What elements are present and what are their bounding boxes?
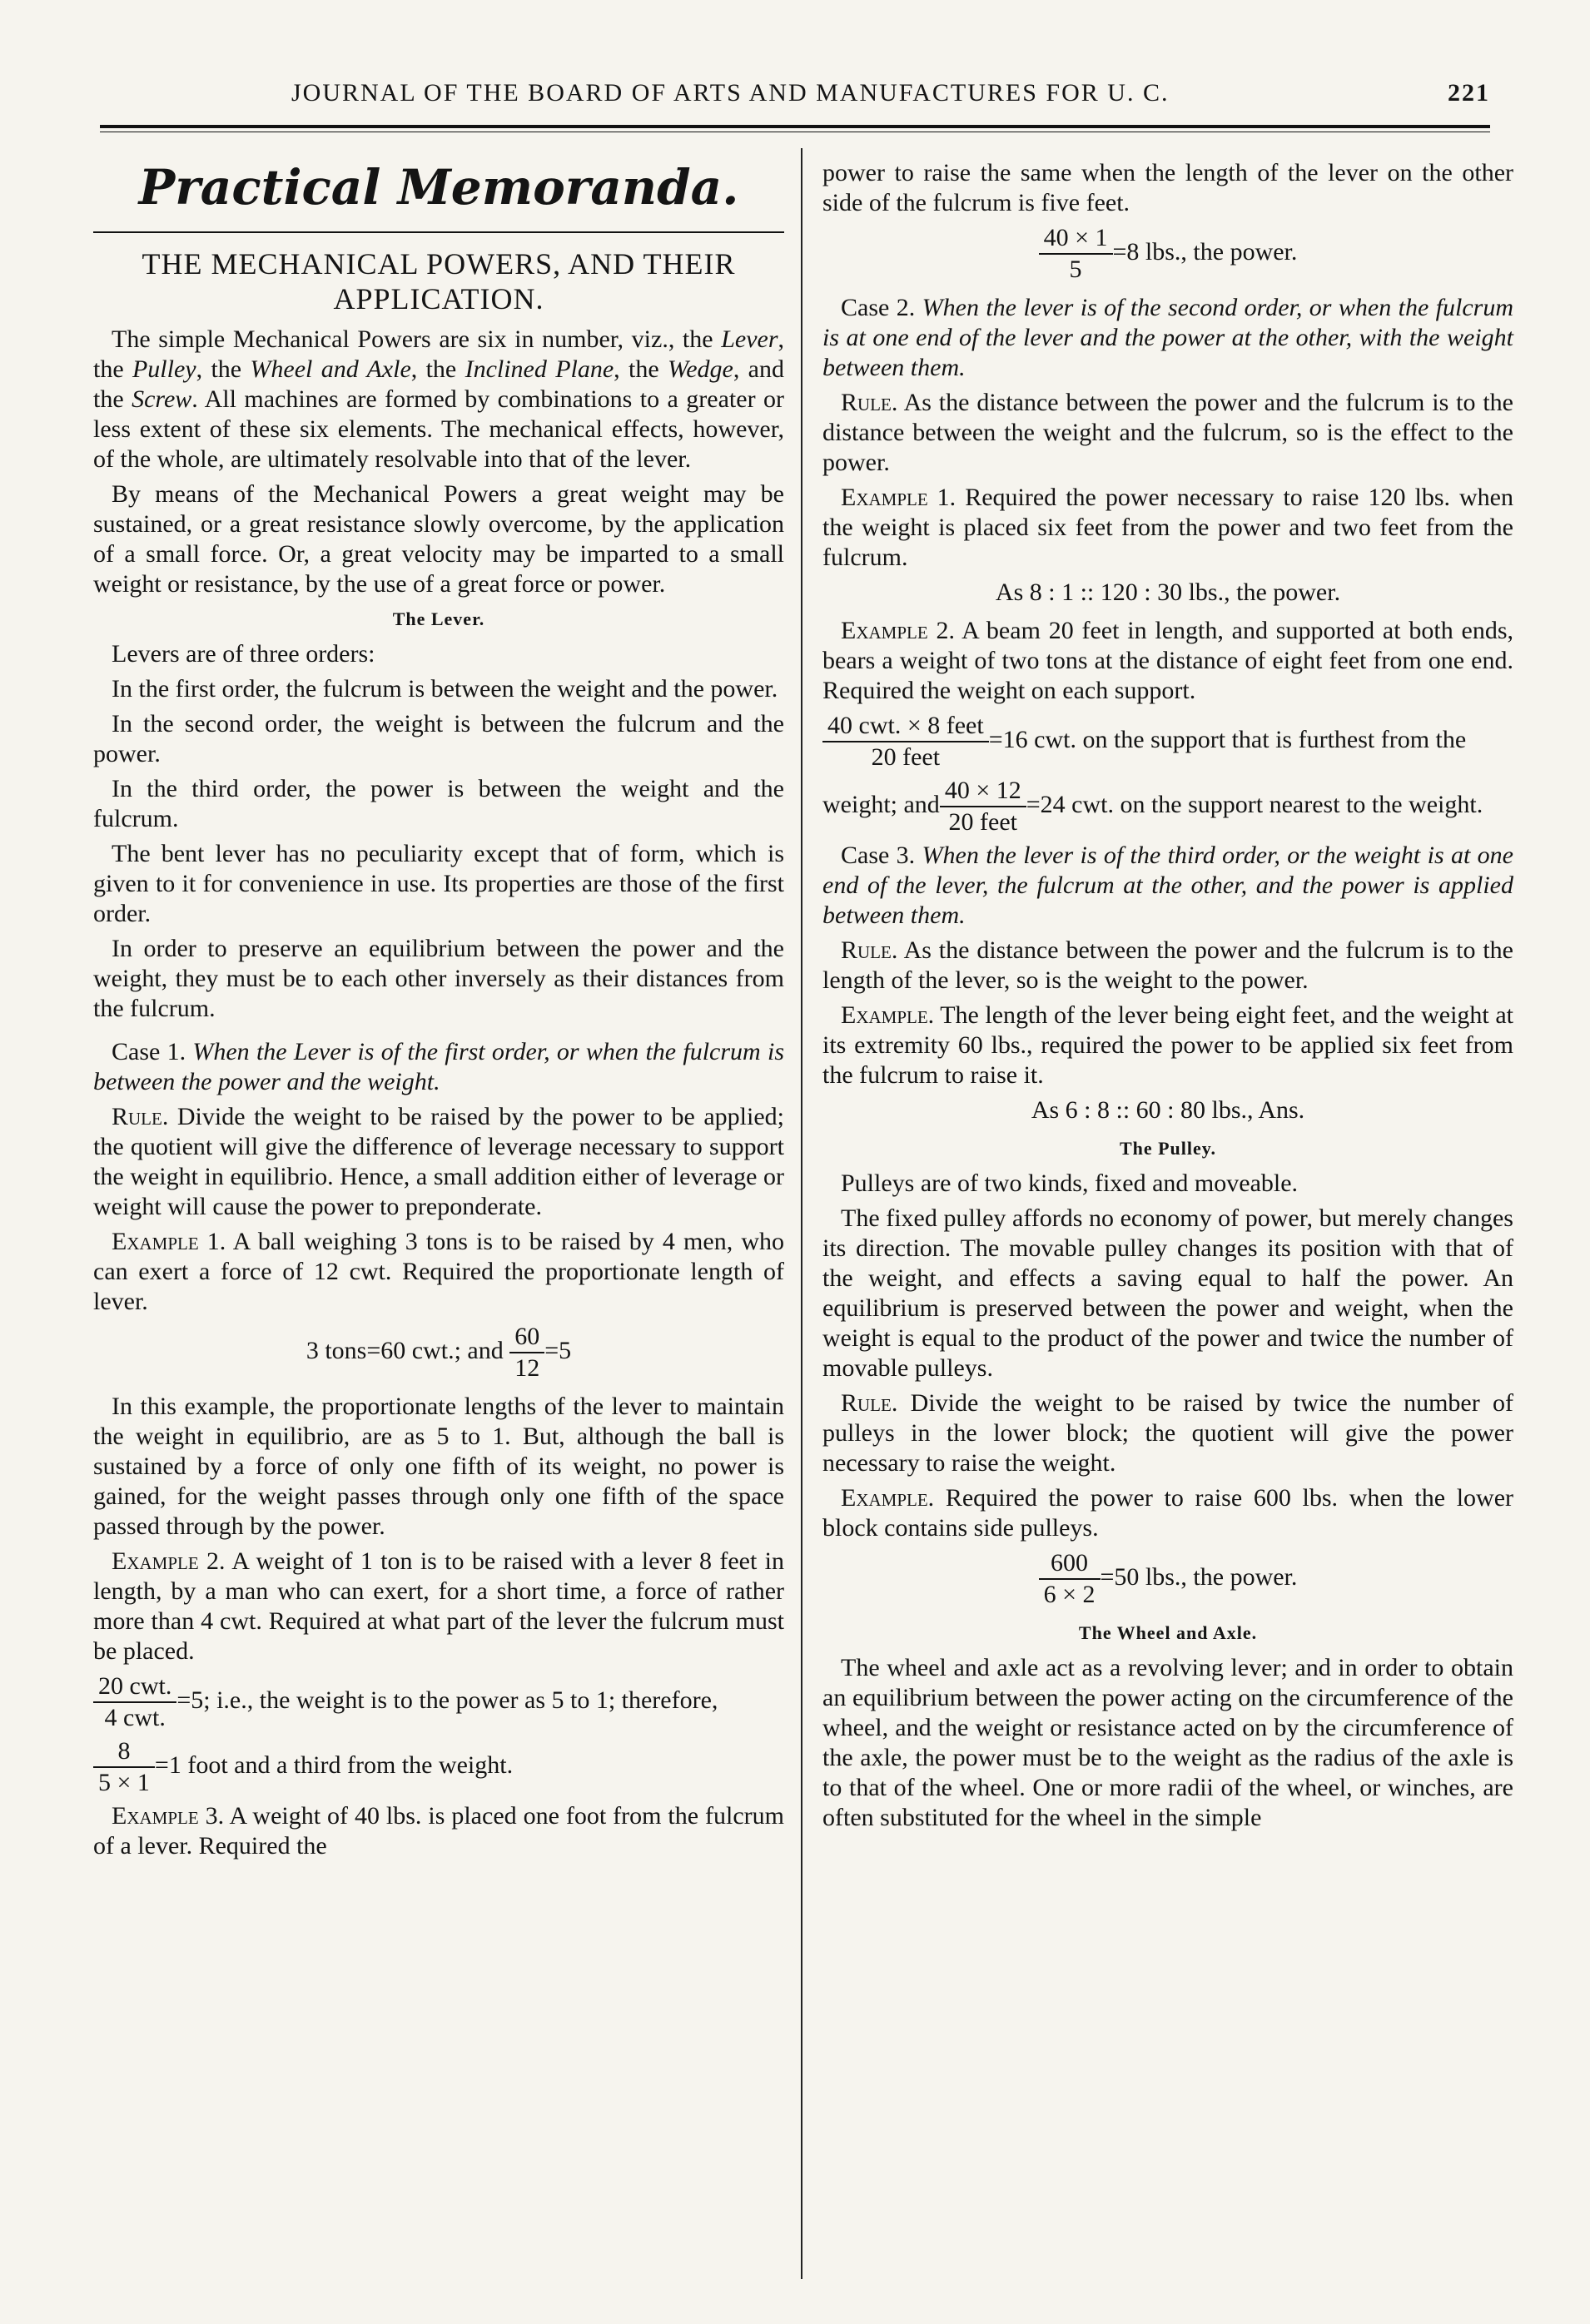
article-title: THE MECHANICAL POWERS, AND THEIR APPLICATION. (142, 247, 736, 315)
paragraph-intro: The simple Mechanical Powers are six in number, viz., the Lever, the Pulley, the Wheel and Axle, the Inclined Plane, the Wedge, and the Screw. All machines are formed by combinations to a greater or less extent of these six elements. The mechanical effects, however, of the whole, are ultimately resolvable into that of the lever. (93, 325, 784, 473)
paragraph-pulley: The fixed pulley affords no economy of power, but merely changes its direction. The movable pulley changes its position with that of the weight, and effects a saving equal to half the power. An equilibrium is preserved between the power and weight, when the weight is equal to the product of the power and twice the number of movable pulleys. (822, 1204, 1513, 1382)
example-3: Example 3. A weight of 40 lbs. is placed one foot from the fulcrum of a lever. Required the (93, 1802, 784, 1860)
formula-beam-a: $\frac{\text{40 cwt. × 8 feet}}{\text{20 feet}}$ =16 cwt. on the support that is furthest from the (822, 711, 1513, 772)
formula-beam-b: weight; and $\frac{40 \times 12}{\text{20 feet}}$ =24 cwt. on the support nearest to the weight. (822, 777, 1483, 836)
paragraph-equilibrium: In order to preserve an equilibrium between the power and the weight, they must be to each other inversely as their distances from the fulcrum. (93, 935, 784, 1022)
case-2: Case 2. When the lever is of the second order, or when the fulcrum is at one end of the lever and the power at the other, with the weight between them. (822, 294, 1513, 381)
paragraph-orders: Levers are of three orders: (112, 640, 375, 668)
journal-title: JOURNAL OF THE BOARD OF ARTS AND MANUFACTURES FOR U. C. (291, 79, 1170, 107)
paragraph-continued: power to raise the same when the length of the lever on the other side of the fulcrum is five feet. (822, 159, 1513, 216)
paragraph-second-order: In the second order, the weight is between the fulcrum and the power. (93, 710, 784, 767)
case-3: Case 3. When the lever is of the third order, or the weight is at one end of the lever, the fulcrum at the other, and the power is applied between them. (822, 842, 1513, 929)
paragraph-third-order: In the third order, the power is between the weight and the fulcrum. (93, 775, 784, 832)
paragraph-pulley-kinds: Pulleys are of two kinds, fixed and moveable. (841, 1169, 1299, 1197)
rule-1: Rule. Divide the weight to be raised by the power to be applied; the quotient will give the difference of leverage necessary to support the weight in equilibrio. Hence, a small addition either of leverage or weight will cause the power to preponderate. (93, 1103, 785, 1220)
subhead-pulley: The Pulley. (1119, 1138, 1217, 1159)
formula-power: $\frac{40 \times 1}{5}$ =8 lbs., the power. (822, 223, 1513, 285)
formula-pulley: $\frac{600}{6 \times 2}$ =50 lbs., the power. (822, 1548, 1513, 1610)
example-2-1: Example 1. Required the power necessary to raise 120 lbs. when the weight is placed six feet from the power and two feet from the fulcrum. (822, 484, 1514, 571)
running-head (100, 79, 1490, 121)
column-separator (801, 148, 802, 2279)
rule-2: Rule. As the distance between the power and the fulcrum is to the distance between the weight and the fulcrum, so is the effect to the power. (822, 389, 1513, 476)
formula-ex2-b: $\frac{8}{5 \times 1}$ =1 foot and a third from the weight. (93, 1736, 784, 1798)
example-2: Example 2. A weight of 1 ton is to be raised with a lever 8 feet in length, by a man who can exert, for a short time, a force of rather more than 4 cwt. Required at what part of the lever the fulcrum must be placed. (93, 1547, 784, 1665)
example-2-2: Example 2. A beam 20 feet in length, and supported at both ends, bears a weight of two tons at the distance of eight feet from one end. Required the weight on each support. (822, 617, 1513, 704)
paragraph-wheel-axle: The wheel and axle act as a revolving lever; and in order to obtain an equilibrium between the power acting on the circumference of the wheel, and the weight or resistance acted on by the circumference of the axle, the power must be to the weight as the radius of the axle is to that of the wheel. One or more radii of the wheel, or winches, are often substituted for the wheel in the simple (822, 1654, 1513, 1831)
subhead-wheel-axle: The Wheel and Axle. (1078, 1622, 1258, 1643)
masthead-rule (93, 231, 784, 233)
answer-2-1: As 8 : 1 :: 120 : 30 lbs., the power. (995, 579, 1341, 606)
paragraph-first-order: In the first order, the fulcrum is between the weight and the power. (112, 675, 778, 703)
paragraph-bent-lever: The bent lever has no peculiarity except that of form, which is given to it for convenience in use. Its properties are those of the first order. (93, 840, 784, 927)
example-pulley: Example. Required the power to raise 600 lbs. when the lower block contains side pulleys. (822, 1484, 1514, 1542)
subhead-lever: The Lever. (392, 608, 485, 629)
example-3-1: Example. The length of the lever being eight feet, and the weight at its extremity 60 lbs., required the power to be applied six feet from the fulcrum to raise it. (822, 1001, 1513, 1089)
page-number: 221 (1448, 79, 1490, 107)
right-column (822, 158, 1513, 1838)
rule-pulley: Rule. Divide the weight to be raised by twice the number of pulleys in the lower block; the quotient will give the power necessary to raise the weight. (822, 1389, 1514, 1477)
example-1: Example 1. A ball weighing 3 tons is to be raised by 4 men, who can exert a force of 12 cwt. Required the proportionate length of lever. (93, 1228, 784, 1315)
formula-ex1: 3 tons=60 cwt.; and $\frac{60}{12}$ =5 (306, 1323, 572, 1382)
answer-3-1: As 6 : 8 :: 60 : 80 lbs., Ans. (1031, 1096, 1305, 1124)
paragraph-powers: By means of the Mechanical Powers a great weight may be sustained, or a great resistance slowly overcome, by the application of a small force. Or, a great velocity may be imparted to a small weight or resistance, by the use of a great force or power. (93, 480, 784, 598)
formula-ex2-a: $\frac{\text{20 cwt.}}{\text{4 cwt.}}$ =5; i.e., the weight is to the power as 5 to 1; therefore, (93, 1671, 784, 1733)
rule-3: Rule. As the distance between the power and the fulcrum is to the length of the lever, so is the weight to the power. (822, 936, 1513, 994)
case-1: Case 1. When the Lever is of the first order, or when the fulcrum is between the power and the weight. (93, 1038, 784, 1095)
paragraph-example-note: In this example, the proportionate lengths of the lever to maintain the weight in equilibrio, are as 5 to 1. But, although the ball is sustained by a force of only one fifth of its weight, no power is gained, for the weight passes through only one fifth of the space passed through by the power. (93, 1393, 784, 1540)
header-rule-thick (100, 125, 1490, 128)
section-masthead: Practical Memoranda. (138, 159, 739, 216)
left-column (93, 158, 784, 1866)
